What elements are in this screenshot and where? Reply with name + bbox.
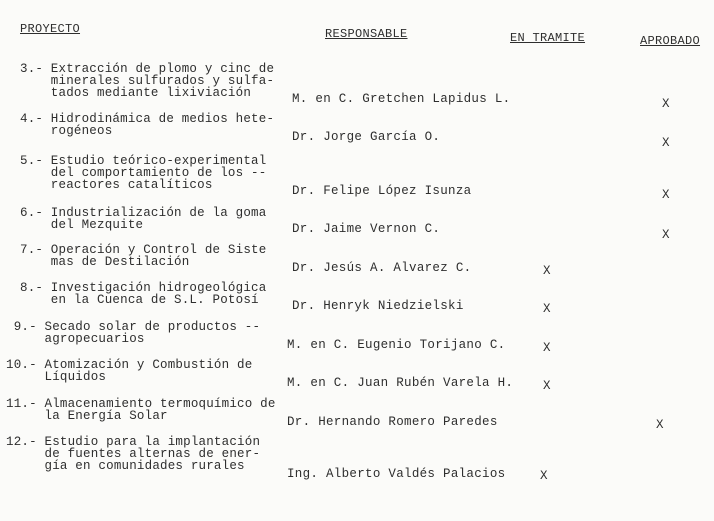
project-text: 12.- Estudio para la implantación de fuentes alternas de ener- gía en comunidades rurales xyxy=(6,435,261,473)
en-tramite-mark: X xyxy=(543,341,551,355)
aprobado-mark: X xyxy=(662,188,670,202)
project-text: 6.- Industrialización de la goma del Mezquite xyxy=(20,206,267,232)
aprobado-mark: X xyxy=(662,136,670,150)
responsible-name: Dr. Jorge García O. xyxy=(292,130,441,144)
responsible-name: Ing. Alberto Valdés Palacios xyxy=(287,467,506,481)
header-responsable: RESPONSABLE xyxy=(325,27,408,41)
aprobado-mark: X xyxy=(662,97,670,111)
en-tramite-mark: X xyxy=(543,264,551,278)
aprobado-mark: X xyxy=(656,418,664,432)
project-text: 7.- Operación y Control de Siste mas de Destilación xyxy=(20,243,267,269)
project-text: 11.- Almacenamiento termoquímico de la Energía Solar xyxy=(6,397,276,423)
en-tramite-mark: X xyxy=(543,379,551,393)
header-aprobado: APROBADO xyxy=(640,34,701,48)
responsible-name: M. en C. Eugenio Torijano C. xyxy=(287,338,506,352)
en-tramite-mark: X xyxy=(543,302,551,316)
project-text: 4.- Hidrodinámica de medios hete- rogéneos xyxy=(20,112,275,138)
header-en-tramite: EN TRAMITE xyxy=(510,31,586,45)
responsible-name: M. en C. Juan Rubén Varela H. xyxy=(287,376,514,390)
project-text: 8.- Investigación hidrogeológica en la Cuenca de S.L. Potosí xyxy=(20,281,267,307)
responsible-name: Dr. Henryk Niedzielski xyxy=(292,299,464,313)
aprobado-mark: X xyxy=(662,228,670,242)
responsible-name: Dr. Felipe López Isunza xyxy=(292,184,472,198)
project-text: 5.- Estudio teórico-experimental del comportamiento de los -- reactores catalíticos xyxy=(20,154,267,192)
responsible-name: Dr. Hernando Romero Paredes xyxy=(287,415,498,429)
responsible-name: Dr. Jesús A. Alvarez C. xyxy=(292,261,472,275)
project-text: 3.- Extracción de plomo y cinc de minerales sulfurados y sulfa- tados mediante lixiviación xyxy=(20,62,275,100)
project-text: 10.- Atomización y Combustión de Líquidos xyxy=(6,358,253,384)
responsible-name: Dr. Jaime Vernon C. xyxy=(292,222,441,236)
header-proyecto: PROYECTO xyxy=(20,22,81,36)
project-text: 9.- Secado solar de productos -- agropecuarios xyxy=(13,320,261,346)
responsible-name: M. en C. Gretchen Lapidus L. xyxy=(292,92,511,106)
en-tramite-mark: X xyxy=(540,469,548,483)
